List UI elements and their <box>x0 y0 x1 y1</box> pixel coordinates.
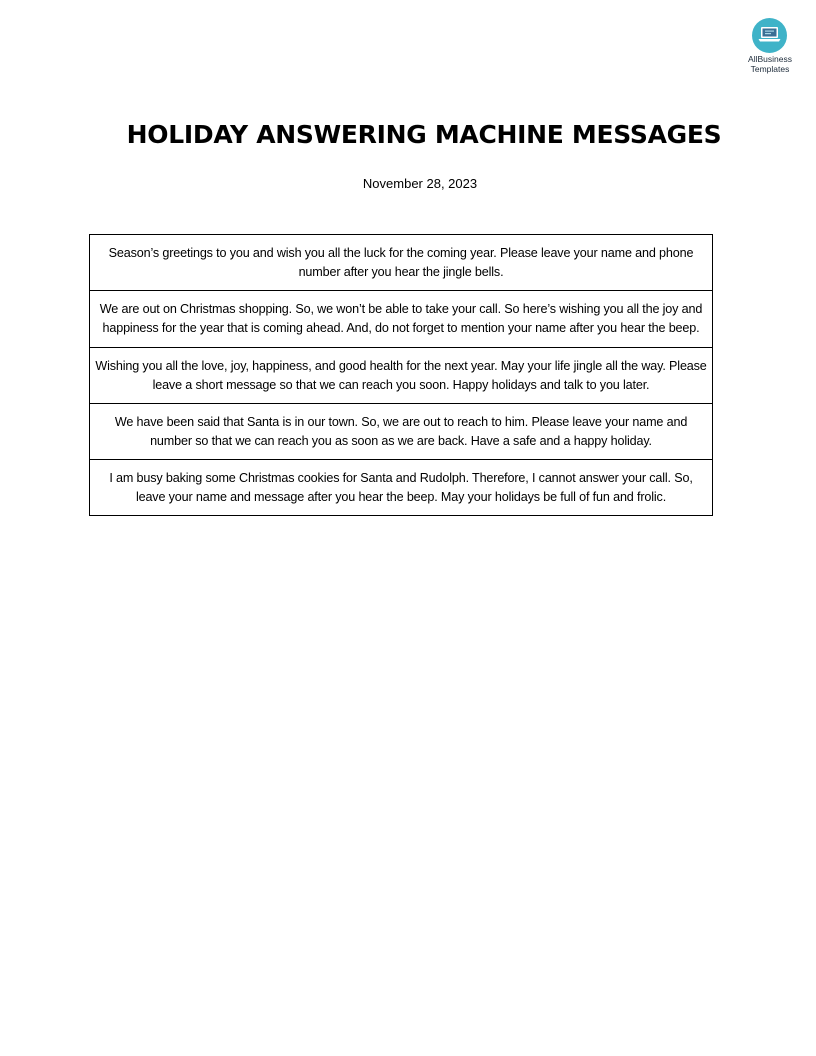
table-row <box>90 460 713 516</box>
logo-text-line-1: AllBusiness <box>748 54 792 64</box>
laptop-icon <box>752 18 787 53</box>
logo-text-line-2: Templates <box>750 64 790 74</box>
message-cell: I am busy baking some Christmas cookies for Santa and Rudolph. Therefore, I cannot answer your call. So, leave your name and message after you hear the beep. May your holidays be full of fun and frolic. <box>90 460 713 516</box>
messages-table <box>89 234 713 516</box>
table-row <box>90 348 713 404</box>
document-date: November 28, 2023 <box>362 176 478 191</box>
message-cell: We have been said that Santa is in our town. So, we are out to reach to him. Please leave your name and number so that we can reach you as soon as we are back. Have a safe and a happy holiday. <box>90 404 713 460</box>
table-row <box>90 291 713 348</box>
message-cell: Season’s greetings to you and wish you all the luck for the coming year. Please leave your name and phone number after you hear the jingle bells. <box>90 235 713 291</box>
table-row <box>90 404 713 460</box>
document-title: HOLIDAY ANSWERING MACHINE MESSAGES <box>126 120 722 149</box>
allbusiness-templates-logo <box>738 17 802 77</box>
message-cell: Wishing you all the love, joy, happiness, and good health for the next year. May your life jingle all the way. Please leave a short message so that we can reach you soon. Happy holidays and talk to you later. <box>90 348 713 404</box>
table-row <box>90 235 713 291</box>
message-cell: We are out on Christmas shopping. So, we won’t be able to take your call. So here’s wishing you all the joy and happiness for the year that is coming ahead. And, do not forget to mention your name after you hear the beep. <box>90 291 713 348</box>
logo-text <box>738 54 802 74</box>
